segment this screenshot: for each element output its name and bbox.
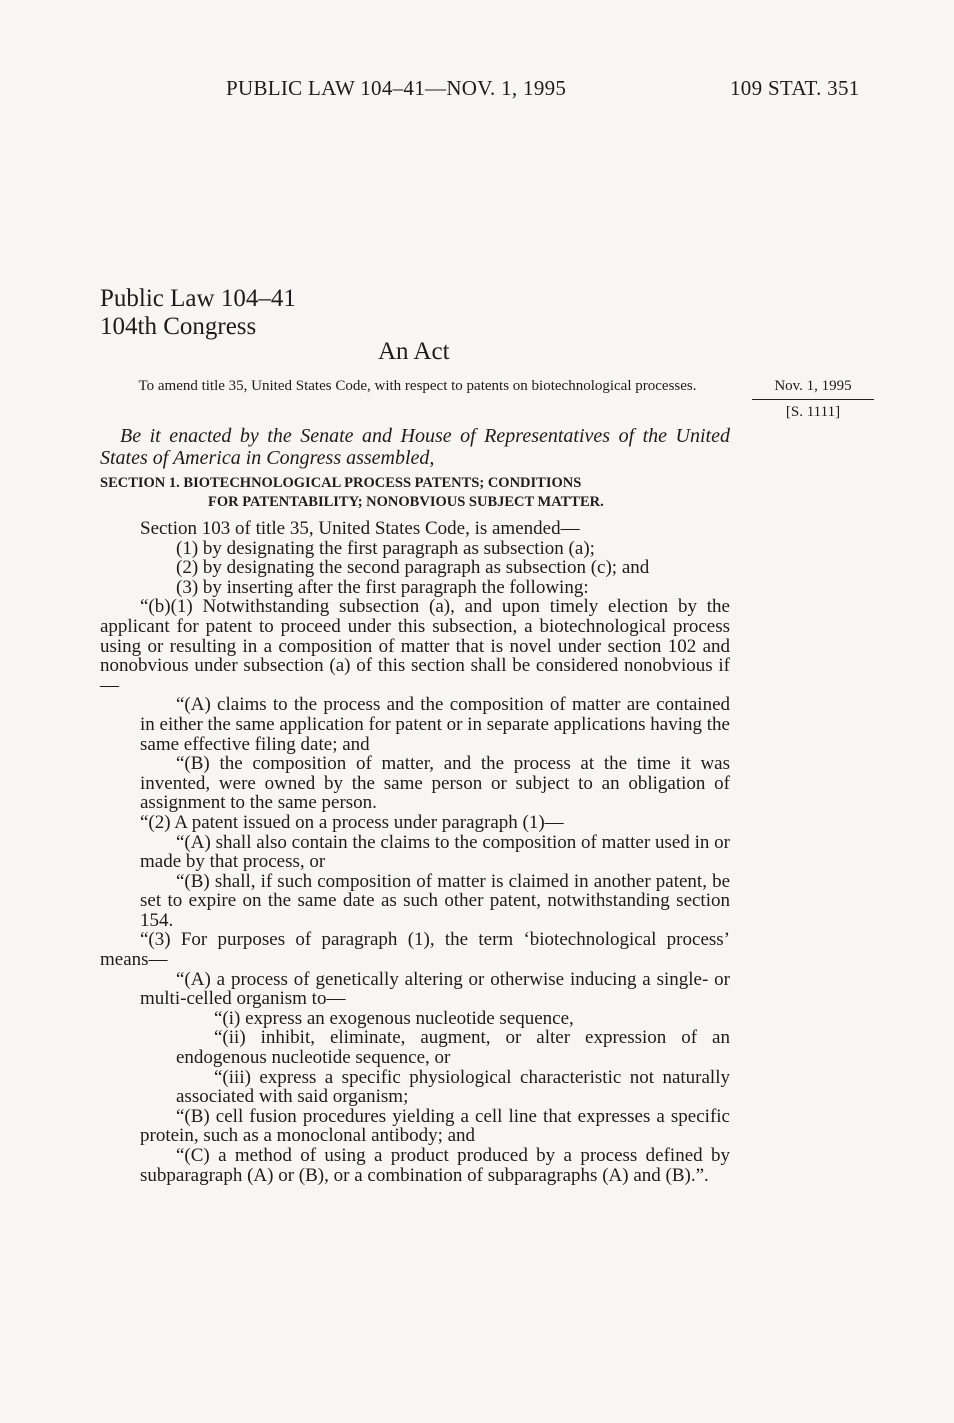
amendment-intro: Section 103 of title 35, United States Code, is amended— xyxy=(140,518,580,539)
section-body xyxy=(100,519,730,1185)
act-purpose: To amend title 35, United States Code, with respect to patents on biotechnological processes. xyxy=(138,378,697,394)
subsection-b3: “(3) For purposes of paragraph (1), the term ‘biotechnological process’ means— xyxy=(100,929,730,971)
margin-rule xyxy=(752,399,874,400)
subsection-b3-B: “(B) cell fusion procedures yielding a cell line that expresses a specific protein, such as a monoclonal antibody; and xyxy=(140,1105,730,1147)
amendment-item-1: (1) by designating the first paragraph as subsection (a); xyxy=(176,537,595,559)
subsection-b1-A: “(A) claims to the process and the composition of matter are contained in either the same application for patent or in separate applications having the same effective filing date; and xyxy=(140,694,730,755)
running-header-left: PUBLIC LAW 104–41—NOV. 1, 1995 xyxy=(226,76,567,100)
public-law-number: Public Law 104–41 xyxy=(100,285,296,312)
clause-i: “(i) express an exogenous nucleotide sequence, xyxy=(214,1007,574,1029)
subsection-b2-A: “(A) shall also contain the claims to the composition of matter used in or made by that process, or xyxy=(140,831,730,873)
subsection-b1: “(b)(1) Notwithstanding subsection (a), and upon timely election by the applicant for patent to proceed under this subsection, a biotechnological process using or resulting in a composition of matter that is novel under section 102 and nonobvious under subsection (a) of this section shall be considered nonobvious if— xyxy=(100,596,730,696)
subsection-b2-B: “(B) shall, if such composition of matter is claimed in another patent, be set to expire on the same date as such other patent, notwithstanding section 154. xyxy=(140,870,730,931)
enacting-clause: Be it enacted by the Senate and House of Representatives of the United States of America in Congress assembled, xyxy=(100,425,730,469)
amendment-item-2: (2) by designating the second paragraph as subsection (c); and xyxy=(176,557,650,579)
subsection-b3-A: “(A) a process of genetically altering or otherwise inducing a single- or multi-celled organism to— xyxy=(140,968,730,1010)
margin-date: Nov. 1, 1995 xyxy=(774,378,852,394)
running-header-page: 109 STAT. 351 xyxy=(730,76,860,100)
section-heading-line2: FOR PATENTABILITY; NONOBVIOUS SUBJECT MATTER. xyxy=(208,494,604,510)
section-heading xyxy=(100,474,730,512)
subsection-b1-B: “(B) the composition of matter, and the process at the time it was invented, were owned by the same person or subject to an obligation of assignment to the same person. xyxy=(140,753,730,814)
clause-iii: “(iii) express a specific physiological characteristic not naturally associated with said organism; xyxy=(176,1066,730,1108)
margin-note xyxy=(752,376,874,422)
margin-bill-number: [S. 1111] xyxy=(785,404,841,420)
subsection-b2: “(2) A patent issued on a process under paragraph (1)— xyxy=(140,811,564,833)
act-title: An Act xyxy=(378,338,450,365)
clause-ii: “(ii) inhibit, eliminate, augment, or alter expression of an endogenous nucleotide sequence, or xyxy=(176,1027,730,1069)
amendment-item-3: (3) by inserting after the first paragraph the following: xyxy=(176,576,589,598)
congress-number: 104th Congress xyxy=(100,313,257,340)
subsection-b3-C: “(C) a method of using a product produced by a process defined by subparagraph (A) or (B), or a combination of subparagraphs (A) and (B).”. xyxy=(140,1145,730,1186)
section-heading-line1: SECTION 1. BIOTECHNOLOGICAL PROCESS PATENTS; CONDITIONS xyxy=(100,475,582,491)
